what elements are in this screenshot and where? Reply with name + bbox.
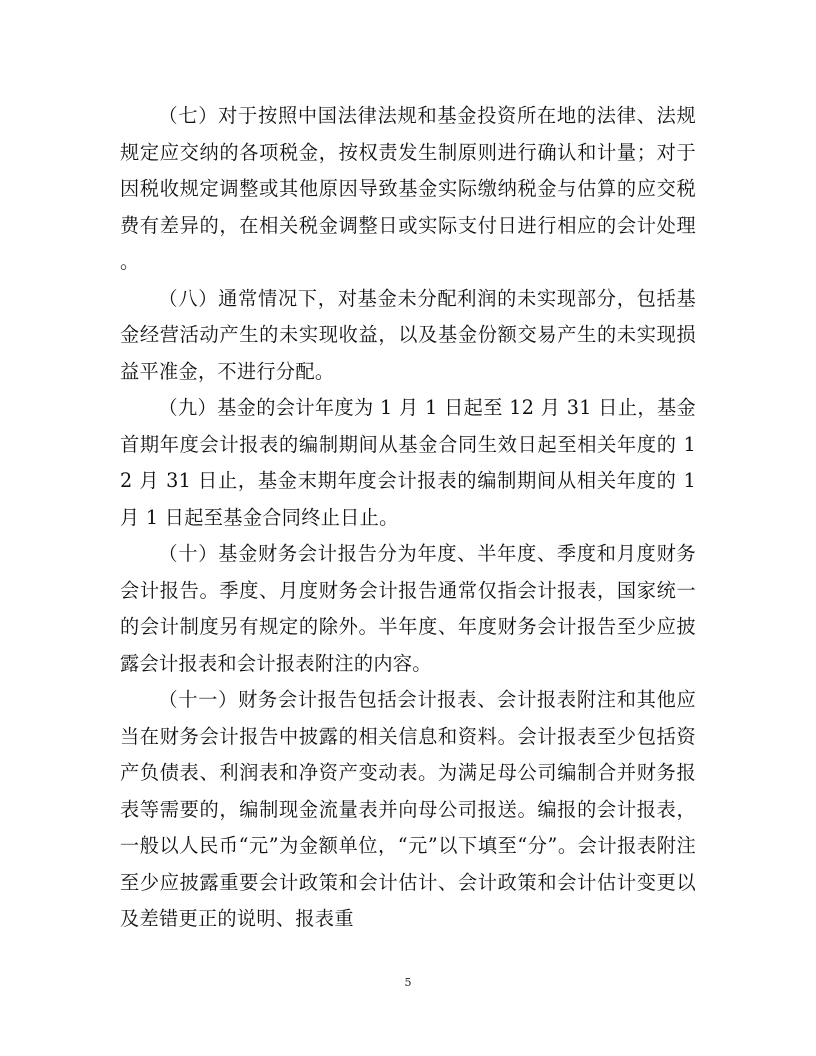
paragraph-11: （十一）财务会计报告包括会计报表、会计报表附注和其他应当在财务会计报告中披露的相关信息和资料。会计报表至少包括资产负债表、利润表和净资产变动表。为满足母公司编制合并财务报表等需要的，编制现金流量表并向母公司报送。编报的会计报表，一般以人民币“元”为金额单位，“元”以下填至“分”。会计报表附注至少应披露重要会计政策和会计估计、会计政策和会计估计变更以及差错更正的说明、报表重 <box>120 688 696 930</box>
page-number: 5 <box>404 976 412 989</box>
body-text <box>120 98 696 938</box>
paragraph-8: （八）通常情况下，对基金未分配利润的未实现部分，包括基金经营活动产生的未实现收益，以及基金份额交易产生的未实现损益平准金，不进行分配。 <box>120 286 696 383</box>
paragraph-9: （九）基金的会计年度为 1 月 1 日起至 12 月 31 日止，基金首期年度会计报表的编制期间从基金合同生效日起至相关年度的 12 月 31 日止，基金末期年度会计报表的编制期间从相关年度的 1 月 1 日起至基金合同终止日止。 <box>120 396 696 529</box>
paragraph-10: （十）基金财务会计报告分为年度、半年度、季度和月度财务会计报告。季度、月度财务会计报告通常仅指会计报表，国家统一的会计制度另有规定的除外。半年度、年度财务会计报告至少应披露会计报表和会计报表附注的内容。 <box>120 542 696 675</box>
paragraph-7: （七）对于按照中国法律法规和基金投资所在地的法律、法规规定应交纳的各项税金，按权责发生制原则进行确认和计量；对于因税收规定调整或其他原因导致基金实际缴纳税金与估算的应交税费有差异的，在相关税金调整日或实际支付日进行相应的会计处理。 <box>120 104 696 273</box>
